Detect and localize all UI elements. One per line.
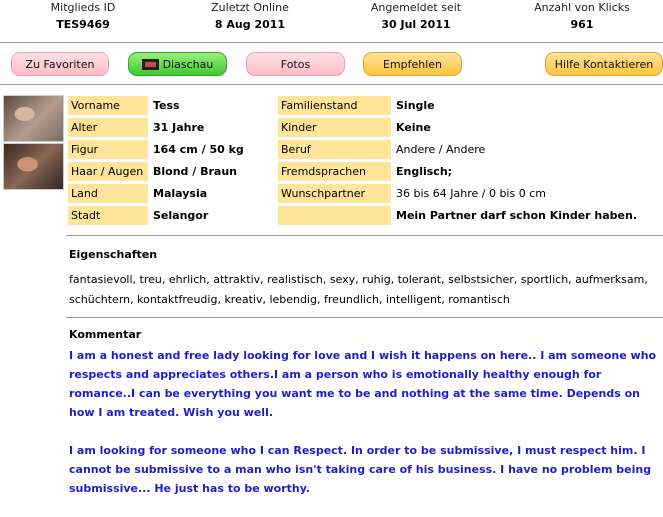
field-value: Selangor	[153, 209, 209, 222]
stat-member-id	[8, 1, 158, 33]
button-label: Diaschau	[162, 57, 214, 71]
comment-title: Kommentar	[69, 328, 142, 341]
divider	[66, 317, 663, 318]
properties-list: fantasievoll, treu, ehrlich, attraktiv, realistisch, sexy, ruhig, tolerant, selbstsicher, sportlich, aufmerksam, schüchtern, kontaktfreudig, kreativ, lebendig, freundlich, intelligent, romantisch	[69, 273, 648, 306]
stat-value: 8 Aug 2011	[214, 18, 286, 31]
button-label: Zu Favoriten	[25, 57, 95, 71]
photos-button[interactable]	[246, 52, 345, 76]
field-label: Figur	[68, 140, 148, 159]
field-label: Beruf	[278, 140, 391, 159]
stat-value: 961	[570, 18, 594, 31]
comment-body	[69, 346, 659, 517]
button-label: Fotos	[280, 57, 311, 71]
stat-label: Angemeldet seit	[370, 1, 462, 14]
field-value: 164 cm / 50 kg	[153, 143, 244, 156]
profile-photo[interactable]	[3, 95, 64, 142]
field-label: Stadt	[68, 206, 148, 225]
contact-help-button[interactable]	[545, 52, 663, 76]
stat-registered-since	[341, 1, 491, 33]
stat-label: Zuletzt Online	[211, 1, 289, 14]
field-label	[278, 206, 391, 225]
field-label: Haar / Augen	[68, 162, 148, 181]
member-stats	[0, 0, 663, 42]
field-value: Tess	[153, 99, 180, 112]
recommend-button[interactable]	[363, 52, 462, 76]
field-label: Kinder	[278, 118, 391, 137]
stat-label: Anzahl von Klicks	[534, 1, 630, 14]
field-label: Alter	[68, 118, 148, 137]
film-icon	[142, 59, 159, 70]
field-label: Land	[68, 184, 148, 203]
properties-title: Eigenschaften	[69, 248, 158, 261]
profile-photo[interactable]	[3, 143, 64, 190]
button-label: Empfehlen	[382, 57, 443, 71]
divider	[0, 42, 663, 43]
stat-value: 30 Jul 2011	[381, 18, 451, 31]
button-label: Hilfe Kontaktieren	[554, 57, 654, 71]
comment-paragraph: I am a honest and free lady looking for love and I wish it happens on here.. I am someone who respects and appreciates others.I am a person who is emotionally healthy enough for romance..I can be everything you want me to be and nothing at the same time. Depends on how I am treated. Wish you well.	[69, 349, 657, 419]
stat-last-online	[175, 1, 325, 33]
field-label: Vorname	[68, 96, 148, 115]
divider	[0, 84, 663, 85]
field-value: Blond / Braun	[153, 165, 237, 178]
comment-paragraph: I am looking for someone who I can Respect. In order to be submissive, I must respect him. I cannot be submissive to a man who isn't taking care of his business. I have no problem being submissive... He just has to be worthy.	[69, 444, 652, 495]
field-label: Wunschpartner	[278, 184, 391, 203]
field-label: Fremdsprachen	[278, 162, 391, 181]
stat-label: Mitglieds ID	[50, 1, 116, 14]
add-favorite-button[interactable]	[11, 52, 109, 76]
field-label: Familienstand	[278, 96, 391, 115]
field-value: Englisch;	[396, 165, 453, 178]
field-value: 31 Jahre	[153, 121, 205, 134]
slideshow-button[interactable]	[128, 52, 227, 76]
field-value: Malaysia	[153, 187, 208, 200]
field-value: 36 bis 64 Jahre / 0 bis 0 cm	[396, 187, 546, 200]
field-value: Mein Partner darf schon Kinder haben.	[396, 209, 638, 222]
field-value: Keine	[396, 121, 431, 134]
divider	[66, 235, 663, 236]
stat-click-count	[507, 1, 657, 33]
stat-value: TES9469	[56, 18, 110, 31]
field-value: Single	[396, 99, 435, 112]
field-value: Andere / Andere	[396, 143, 486, 156]
